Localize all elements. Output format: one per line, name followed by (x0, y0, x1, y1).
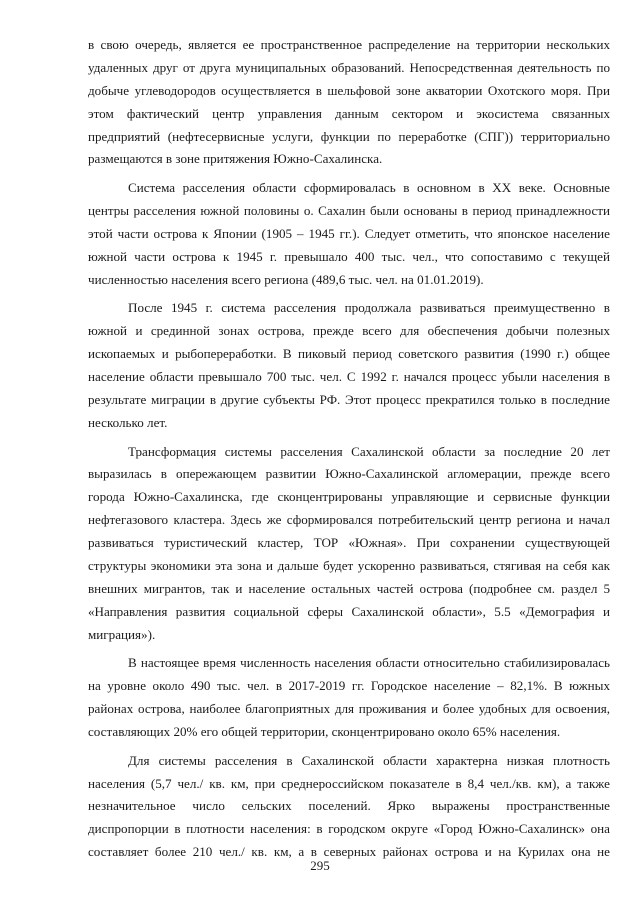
text-line: Трансформация системы расселения Сахалинской области за последние 20 лет (128, 443, 610, 459)
page-number: 295 (310, 858, 330, 873)
text-line: структуры экономики эта зона и дальше будет ускоренно развиваться, стягивая на себя как (88, 557, 610, 573)
text-line: добыче углеводородов осуществляется в шельфовой зоне акватории Охотского моря. При (88, 82, 610, 98)
paragraph-5 (88, 652, 610, 744)
text-line: размещаются в зоне притяжения Южно-Сахалинска. (88, 151, 383, 167)
text-line: удаленных друг от друга муниципальных образований. Непосредственная деятельность по (88, 59, 610, 75)
paragraph-4 (88, 441, 610, 647)
text-line: районах острова, наиболее благоприятных для проживания и более удобных для освоения, (88, 701, 610, 717)
text-line: этом фактический центр управления данным сектором и экосистема связанных (88, 105, 610, 121)
text-line: в свою очередь, является ее пространственное распределение на территории нескольких (88, 37, 610, 52)
text-line: южной части острова к 1945 г. превышало 400 тыс. чел., что сопоставимо с текущей (88, 248, 610, 264)
text-line: население области превышало 700 тыс. чел. С 1992 г. начался процесс убыли населения в (88, 369, 610, 385)
text-line: незначительное число сельских поселений. Ярко выражены пространственные (88, 798, 610, 814)
text-line: города Южно-Сахалинска, где сконцентрированы управляющие и сервисные функции (88, 489, 610, 505)
text-line: южной и срединной зонах острова, прежде всего для обеспечения добычи полезных (88, 323, 610, 339)
text-line: развиваться туристический кластер, ТОР «Южная». При сохранении существующей (88, 535, 610, 551)
text-line: Система расселения области сформировалась в основном в XX веке. Основные (128, 180, 610, 196)
text-line: на уровне около 490 тыс. чел. в 2017-2019 гг. Городское население – 82,1%. В южных (88, 678, 610, 694)
text-line: центры расселения южной половины о. Сахалин были основаны в период принадлежности (88, 203, 610, 219)
paragraph-6 (88, 750, 610, 864)
text-line: Для системы расселения в Сахалинской области характерна низкая плотность (128, 752, 610, 768)
text-line: этой части острова к Японии (1905 – 1945 гг.). Следует отметить, что японское население (88, 225, 610, 241)
text-line: миграция»). (88, 626, 156, 642)
paragraph-2 (88, 177, 610, 291)
paragraph-3 (88, 297, 610, 434)
text-line: численностью населения всего региона (489,6 тыс. чел. на 01.01.2019). (88, 271, 484, 287)
page-body (88, 34, 610, 870)
text-line: В настоящее время численность населения области относительно стабилизировалась (128, 655, 610, 671)
text-line: результате миграции в другие субъекты РФ. Этот процесс прекратился только в последние (88, 391, 610, 407)
text-line: выразилась в опережающем развитии Южно-Сахалинской агломерации, прежде всего (88, 466, 610, 482)
text-line: диспропорции в плотности населения: в городском округе «Город Южно-Сахалинск» она (88, 821, 610, 837)
text-line: предприятий (нефтесервисные услуги, функции по переработке (СПГ)) территориально (88, 128, 610, 144)
text-line: внешних мигрантов, так и население остальных частей острова (подробнее см. раздел 5 (88, 580, 610, 596)
text-line: несколько лет. (88, 414, 168, 430)
paragraph-1 (88, 34, 610, 171)
text-line: населения (5,7 чел./ кв. км, при среднероссийском показателе в 8,4 чел./кв. км), а также (88, 775, 610, 791)
text-line: составляющих 20% его общей территории, сконцентрировано около 65% населения. (88, 724, 561, 740)
text-line: нефтегазового кластера. Здесь же сформировался потребительский центр региона и начал (88, 512, 610, 528)
text-line: составляет более 210 чел./ кв. км, а в северных районах острова и на Курилах она не (88, 844, 610, 860)
text-line: ископаемых и рыбопереработки. В пиковый период советского развития (1990 г.) общее (88, 346, 610, 362)
text-line: После 1945 г. система расселения продолжала развиваться преимущественно в (128, 300, 610, 316)
text-line: «Направления развития социальной сферы Сахалинской области», 5.5 «Демография и (88, 603, 610, 619)
